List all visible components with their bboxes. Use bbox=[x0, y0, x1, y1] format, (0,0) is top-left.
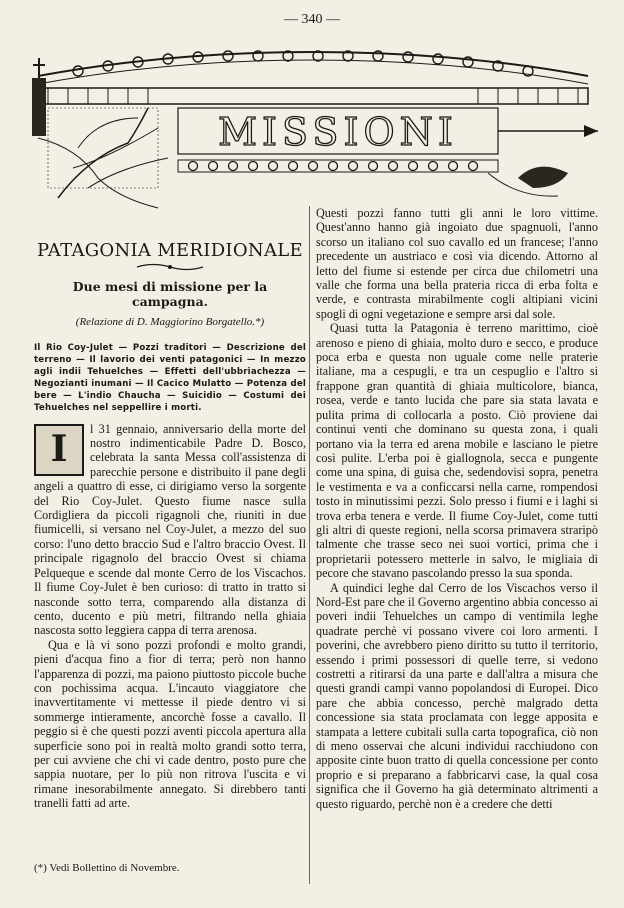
article-summary: Il Rio Coy-Julet — Pozzi traditori — Descrizione del terreno — Il lavorio dei venti patagonici — In mezzo agli indii Tehuelches — Effetti dell'ubbriachezza — Negozianti inumani — Il Cacico Mulatto — Potenza del bere — L'indio Chaucha — Suicidio — Costumi dei Tehuelches nel seppellire i morti. bbox=[34, 342, 306, 413]
left-paragraph-1: l 31 gennaio, anniversario della morte del nostro indimenticabile Padre D. Bosco, celebrata la santa Messa coll'assistenza di parecchie persone e distribuito il pane degli angeli a quattro di esse, ci dirigiamo verso la sorgente del Rio Coy-Julet. Questo fiume nasce sulla Cordigliera da piccoli rigagnoli che, riuniti in due fiumicelli, si versano nel Coy-Julet, a mezzo del suo corso: l'uno detto braccio Sud e l'altro braccio Ovest. Il principale rigagnolo del braccio Ovest si chiama Pelqueque e scende dal monte Cerro de los Viscachos. Il fiume Coy-Julet è ben curioso: di tratto in tratto si nasconde sotto terra, comparendo alla distanza di cento, ducento e più metri, filtrando nella ghiaia nascosta sotto leggiera cappa di terra arenosa. bbox=[34, 421, 306, 638]
column-rule bbox=[309, 206, 310, 884]
relazione-note: (Relazione di D. Maggiorino Borgatello.*) bbox=[75, 316, 265, 329]
left-paragraph-2: Qua e là vi sono pozzi profondi e molto grandi, pieni d'acqua fino a fior di terra; però non hanno l'apparenza di pozzi, ma paiono piuttosto piccole buche con pochissima acqua. L'incauto viaggiatore che inavvertitamente vi mettesse il piede dentro vi si sommerge intieramente, ancorchè fosse a cavallo. Il peggio si è che questi pozzi aventi piccola apertura alla superficie sono poi in realtà molto grandi sotto terra, per cui avviene che chi vi cade dentro, posto pure che sappia nuotare, per lo più non ritrova l'uscita e vi rimane inesorabilmente annegato. Si direbbero tanti tranelli fatti ad arte. bbox=[34, 637, 306, 811]
footnote: (*) Vedi Bollettino di Novembre. bbox=[34, 862, 180, 874]
article-title: PATAGONIA MERIDIONALE bbox=[37, 240, 303, 261]
right-column bbox=[316, 206, 598, 811]
right-paragraph-3: A quindici leghe dal Cerro de los Viscachos verso il Nord-Est pare che il Governo argentino abbia concesso ai poveri indii Tehuelches un campo di ventimila leghe quadrate perchè vi possano vivere coi loro armenti. I poverini, che avrebbero pieno diritto su tutto il territorio, essendo i primi possessori di quelle terre, si vedono costretti a ritirarsi da una parte e dall'altra a misura che questi grandi campi vanno popolandosi di Europei. Dico pare che abbia concesso, perchè malgrado detta concessione sia stata proclamata con legge apposita e stampata a lettere cubitali sulla carta topografica, ciò non di meno osservai che alcuni individui racchiudono con apposite cinte buon tratto di quella concessione per conto proprio e si preparano a fabbricarvi case, la qual cosa significa che il Governo ha già determinato altrimenti a questo riguardo, perchè non è a credere che detti bbox=[316, 580, 598, 811]
missioni-banner bbox=[18, 48, 608, 218]
right-paragraph-2: Quasi tutta la Patagonia è terreno marittimo, cioè arenoso e pieno di ghiaia, molto duro e secco, e produce poca erba e questa non uguale come nelle praterie italiane, ma a cespugli, e tra un cespuglio e l'altro si frappone gran quantità di ghiaia multicolore, bianca, rosea, verde e tanto lucida che pare sia stata lavata e pulita prima di collocarla a posto. Ciò proviene dai continui venti che dominano su questa zona, i quali portano via la terra ed arena mobile e lasciano le pietre così pulite. L'erba poi è giallognola, secca e pungente come una spina, di guisa che, sedendovisi sopra, penetra le vestimenta e va a conficcarsi nella carne, rompendosi tosto in minutissimi pezzi. Solo presso i fiumi e i laghi si trova erba tenera e verde. Il fiume Coy-Julet, come tutti gli altri di queste regioni, nella scorsa primavera straripò talmente che trasse seco nei suoi vortici, prima che i proprietarii potessero metterle in salvo, le migliaia di pecore che stavano pascolando presso la sua sponda. bbox=[316, 321, 598, 581]
banner-title: MISSIONI bbox=[218, 110, 458, 154]
right-paragraph-1: Questi pozzi fanno tutti gli anni le loro vittime. Quest'anno hanno già ingoiato due spagnuoli, l'anno scorso un italiano col suo cavallo ed un francese; l'anno precedente un austriaco e così via dicendo. Attorno al letto del fiume si estende per circa due chilometri una valle che forma una bella prateria ricca di erba folta e verde, e contrasta mirabilmente cogli altipiani vicini spogli di ogni vegetazione e sempre arsi dal sole. bbox=[316, 206, 598, 321]
page-number: — 340 — bbox=[284, 12, 340, 27]
drop-cap: I bbox=[34, 424, 84, 476]
ornament-divider bbox=[135, 262, 205, 272]
article-subtitle: Due mesi di missione per la campagna. bbox=[72, 279, 268, 309]
left-column bbox=[34, 240, 306, 811]
